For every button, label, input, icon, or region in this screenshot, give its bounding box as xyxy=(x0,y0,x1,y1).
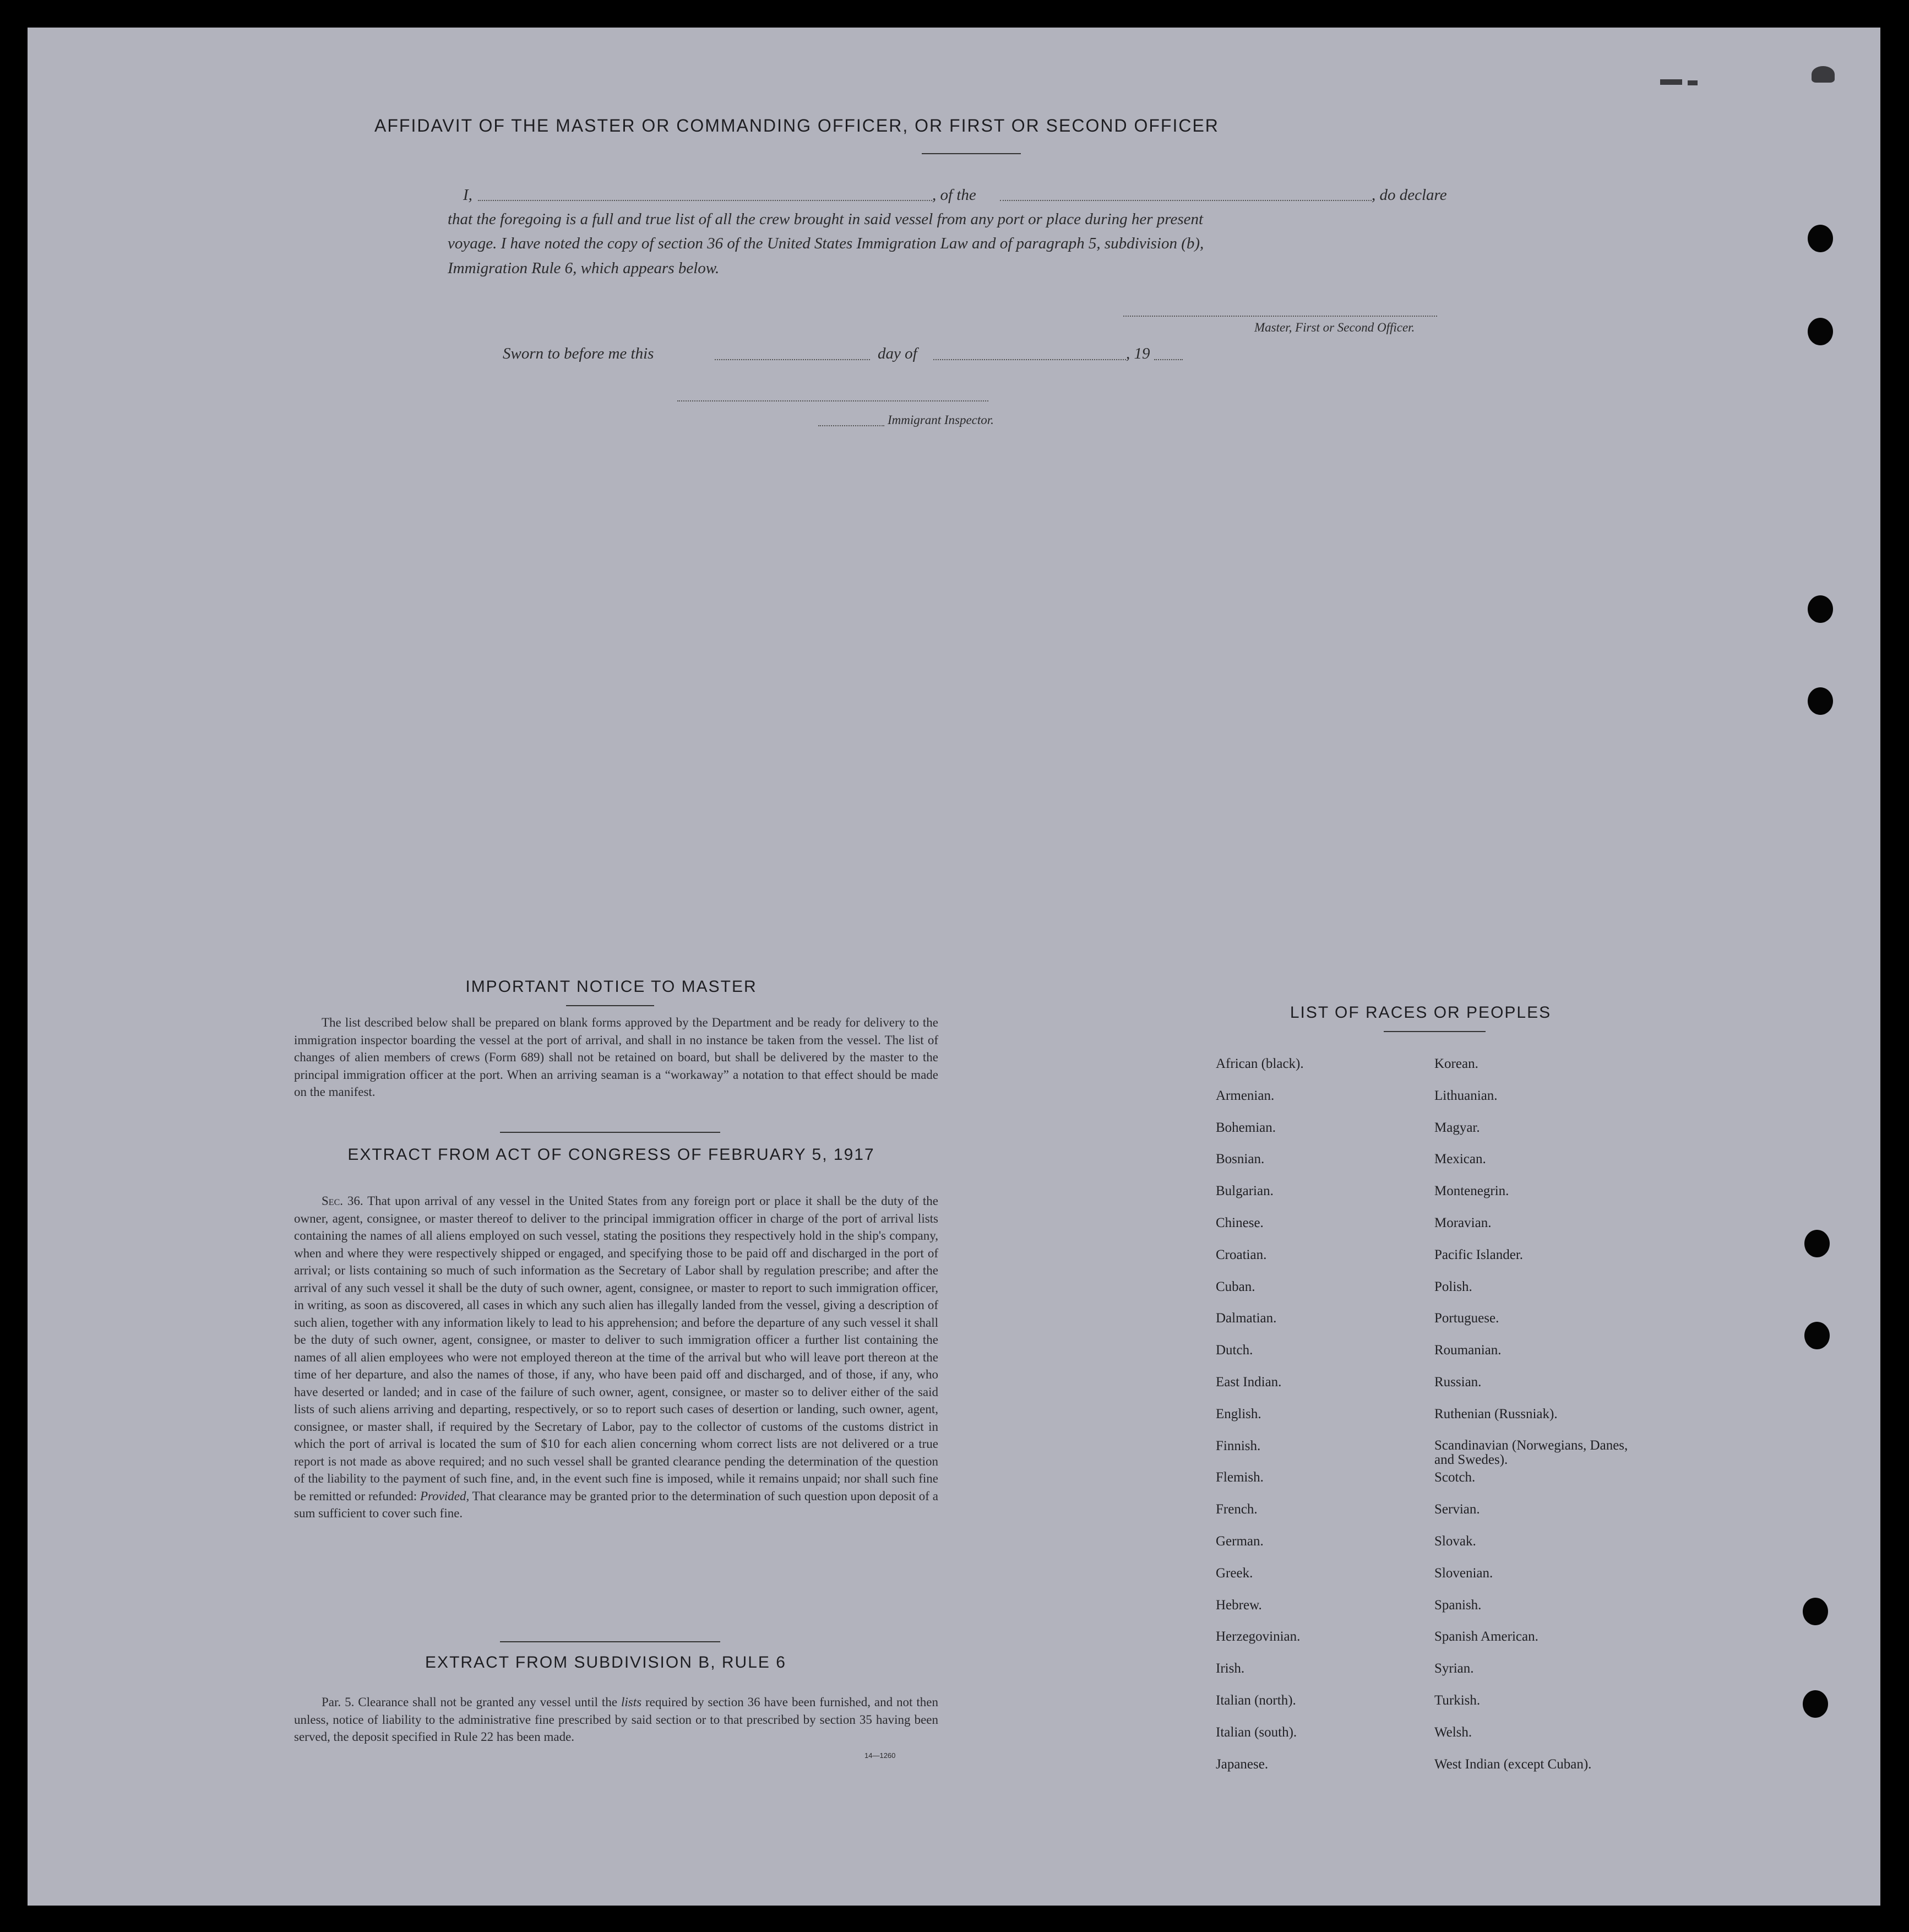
affidavit-do-declare-label: , do declare xyxy=(1372,186,1447,204)
race-item: Ruthenian (Russniak). xyxy=(1434,1406,1558,1421)
race-item: Russian. xyxy=(1434,1375,1482,1390)
act-extract-title: EXTRACT FROM ACT OF CONGRESS OF FEBRUARY 5, 1917 xyxy=(347,1146,875,1164)
race-item: Armenian. xyxy=(1216,1088,1275,1103)
act-extract-text xyxy=(294,1192,938,1522)
races-title: LIST OF RACES OR PEOPLES xyxy=(1290,1003,1552,1022)
race-item: Dutch. xyxy=(1216,1343,1253,1358)
race-item: Finnish. xyxy=(1216,1438,1261,1453)
act-separator xyxy=(500,1641,720,1642)
affidavit-line-3: voyage. I have noted the copy of section 36 of the United States Immigration Law and of paragraph 5, subdivision (b), xyxy=(448,235,1204,252)
sworn-label: Sworn to before me this xyxy=(503,345,654,362)
master-signature-line[interactable] xyxy=(1123,316,1437,317)
race-item: Italian (north). xyxy=(1216,1693,1296,1708)
race-item: Irish. xyxy=(1216,1661,1245,1676)
punch-hole xyxy=(1808,687,1833,715)
race-item: Spanish American. xyxy=(1434,1629,1538,1645)
year-label: , 19 xyxy=(1126,345,1150,362)
race-item: Portuguese. xyxy=(1434,1311,1499,1326)
race-item: Hebrew. xyxy=(1216,1597,1262,1613)
rule-extract-text xyxy=(294,1694,938,1746)
act-text-end: That clearance may be granted prior to the determination of such question upon deposit of a sum sufficient to cover such fine. xyxy=(294,1489,938,1520)
sworn-month-line[interactable] xyxy=(933,359,1126,360)
sec-label: Sec. 36. xyxy=(322,1194,363,1208)
race-item: Pacific Islander. xyxy=(1434,1247,1524,1262)
notice-title: IMPORTANT NOTICE TO MASTER xyxy=(465,978,757,996)
title-rule xyxy=(922,153,1021,154)
race-item: Moravian. xyxy=(1434,1215,1492,1230)
race-item: West Indian (except Cuban). xyxy=(1434,1756,1592,1772)
race-item: Italian (south). xyxy=(1216,1724,1297,1740)
rule-text-b: required by section 36 have been furnished, and not then unless, notice of liability to the administrative fine prescribed by said section or to that prescribed by section 35 having been served, the deposit specified in Rule 22 has been made. xyxy=(294,1695,938,1744)
act-text: That upon arrival of any vessel in the United States from any foreign port or place it shall be the duty of the owner, agent, consignee, or master thereof to deliver to the principal immigration officer in charge of the port of arrival lists containing the names of all aliens employed on such vessel, stating the positions they respectively hold in the ship's company, when and where they were respectively shipped or engaged, and specifying those to be paid off and discharged in the port of arrival; or lists containing so much of such information as the Secretary of Labor shall by regulation prescribe; and after the arrival of any such vessel it shall be the duty of such owner, agent, consignee, or master to report to such immigration officer, in writing, as soon as discovered, all cases in which any such alien has illegally landed from the vessel, giving a description of such alien, together with any information likely to lead to his apprehension; and before the departure of any such vessel it shall be the duty of such owner, agent, consignee, or master to deliver to such immigration officer a further list containing the names of all alien employees who were not employed thereon at the time of the arrival but who will leave port thereon at the time of her departure, and also the names of those, if any, who have been paid off and discharged, and of those, if any, who have deserted or landed; and in case of the failure of such owner, agent, consignee, or master so to deliver either of the said lists of such aliens arriving and departing, respectively, or so to report such cases of desertion or landing, such owner, agent, consignee, or master shall, if required by the Secretary of Labor, pay to the collector of customs of the customs district in which the port of arrival is located the sum of $10 for each alien concerning whom correct lists are not delivered or a true report is not made as above required; and no such vessel shall be granted clearance pending the determination of the question of the liability to the payment of such fine, and, in the event such fine is imposed, while it remains unpaid; nor shall such fine be remitted or refunded: xyxy=(294,1194,938,1503)
punch-hole xyxy=(1803,1598,1828,1625)
race-item: Japanese. xyxy=(1216,1756,1269,1772)
race-item: Magyar. xyxy=(1434,1120,1480,1135)
notice-separator xyxy=(500,1132,720,1133)
race-item: Bohemian. xyxy=(1216,1120,1276,1135)
race-item: Flemish. xyxy=(1216,1470,1264,1485)
provided-label: Provided, xyxy=(420,1489,470,1503)
affidavit-line-4: Immigration Rule 6, which appears below. xyxy=(448,259,720,277)
race-item: French. xyxy=(1216,1502,1258,1517)
form-sheet xyxy=(28,28,1880,1906)
race-item: Spanish. xyxy=(1434,1597,1482,1613)
punch-hole xyxy=(1808,225,1833,252)
punch-hole xyxy=(1803,1690,1828,1718)
race-item: Slovenian. xyxy=(1434,1565,1493,1581)
race-item: Turkish. xyxy=(1434,1693,1481,1708)
race-item: Polish. xyxy=(1434,1279,1472,1294)
day-of-label: day of xyxy=(878,345,917,362)
race-item: African (black). xyxy=(1216,1056,1304,1071)
notice-title-rule xyxy=(566,1005,654,1006)
race-item: Syrian. xyxy=(1434,1661,1474,1676)
inspector-prefix-line[interactable] xyxy=(818,425,884,426)
race-item: Herzegovinian. xyxy=(1216,1629,1301,1645)
punch-hole xyxy=(1804,1230,1830,1257)
race-item: Greek. xyxy=(1216,1565,1253,1581)
race-item: Chinese. xyxy=(1216,1215,1264,1230)
race-item: Welsh. xyxy=(1434,1724,1472,1740)
race-item: Scandinavian (Norwegians, Danes, and Swedes). xyxy=(1434,1437,1628,1467)
affidavit-title: AFFIDAVIT OF THE MASTER OR COMMANDING OFFICER, OR FIRST OR SECOND OFFICER xyxy=(374,116,1219,135)
punch-hole xyxy=(1808,595,1833,623)
race-item: Roumanian. xyxy=(1434,1343,1502,1358)
race-item: Scotch. xyxy=(1434,1470,1476,1485)
vessel-name-line[interactable] xyxy=(1000,200,1372,201)
race-item: Servian. xyxy=(1434,1502,1480,1517)
lists-word: lists xyxy=(621,1695,642,1709)
form-number: 14—1260 xyxy=(864,1751,896,1760)
master-signature-label: Master, First or Second Officer. xyxy=(1254,321,1415,334)
race-item: Korean. xyxy=(1434,1056,1478,1071)
ink-smudge xyxy=(1688,80,1698,85)
rule-text-a: Par. 5. Clearance shall not be granted any vessel until the xyxy=(322,1695,618,1709)
inspector-label: Immigrant Inspector. xyxy=(888,413,994,427)
officer-name-line[interactable] xyxy=(478,200,932,201)
race-item: Bosnian. xyxy=(1216,1152,1265,1167)
race-item: Dalmatian. xyxy=(1216,1311,1277,1326)
race-item: East Indian. xyxy=(1216,1375,1282,1390)
race-item: Slovak. xyxy=(1434,1534,1476,1549)
punch-hole xyxy=(1804,1322,1830,1349)
rule-extract-title: EXTRACT FROM SUBDIVISION B, RULE 6 xyxy=(425,1653,786,1671)
ink-smudge xyxy=(1812,66,1835,83)
sworn-day-line[interactable] xyxy=(715,359,870,360)
races-title-rule xyxy=(1384,1031,1486,1032)
punch-hole xyxy=(1808,318,1833,345)
affidavit-i-label: I, xyxy=(463,186,472,204)
affidavit-of-the-label: , of the xyxy=(932,186,976,204)
inspector-signature-line[interactable] xyxy=(677,400,988,401)
race-item: Croatian. xyxy=(1216,1247,1267,1262)
sworn-year-line[interactable] xyxy=(1154,359,1183,360)
race-item: Cuban. xyxy=(1216,1279,1255,1294)
race-item: English. xyxy=(1216,1406,1261,1421)
race-item: Lithuanian. xyxy=(1434,1088,1498,1103)
race-item: Mexican. xyxy=(1434,1152,1486,1167)
race-item: German. xyxy=(1216,1534,1264,1549)
race-item: Bulgarian. xyxy=(1216,1184,1274,1199)
notice-text: The list described below shall be prepared on blank forms approved by the Department and be ready for delivery to the immigration inspector boarding the vessel at the port of arrival, and shall in no instance be taken from the vessel. The list of changes of alien members of crews (Form 689) shall not be retained on board, but shall be delivered by the master to the principal immigration officer at the port. When an arriving seaman is a “workaway” a notation to that effect should be made on the manifest. xyxy=(294,1016,938,1099)
affidavit-line-2: that the foregoing is a full and true list of all the crew brought in said vessel from any port or place during her present xyxy=(448,210,1204,228)
ink-smudge xyxy=(1660,79,1682,85)
race-item: Montenegrin. xyxy=(1434,1184,1509,1199)
